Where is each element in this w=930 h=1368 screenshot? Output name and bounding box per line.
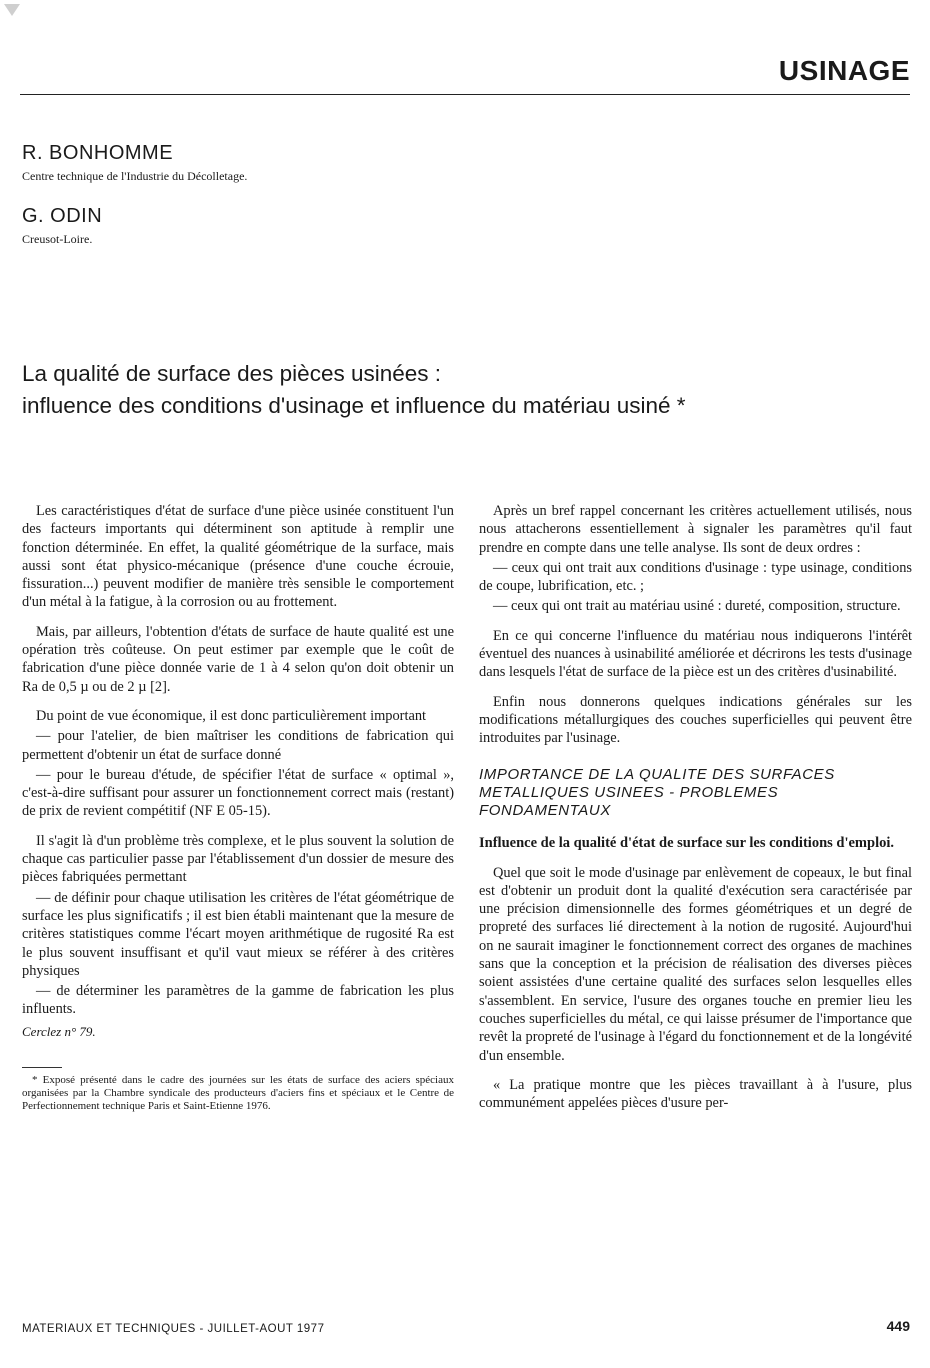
list-item: — ceux qui ont trait au matériau usiné : dureté, composition, structure. (493, 598, 901, 615)
author-affiliation: Creusot-Loire. (22, 232, 93, 246)
paragraph: En ce qui concerne l'influence du matériau nous indiquerons l'intérêt éventuel des nuances à usinabilité améliorée et décrirons les tests d'usinage dans lesquels l'état de surface de la pièce est un des critères d'usinabilité. (479, 627, 912, 681)
paragraph: « La pratique montre que les pièces travaillant à à l'usure, plus communément appelées pièces d'usure per- (479, 1076, 912, 1112)
author-block (22, 205, 102, 247)
author-name: G. ODIN (22, 205, 103, 227)
page-number: 449 (886, 1318, 910, 1334)
paragraph: Enfin nous donnerons quelques indications générales sur les modifications métallurgiques des couches superficielles qui peuvent être introduites par l'usinage. (479, 693, 912, 747)
paragraph: Les caractéristiques d'état de surface d'une pièce usinée constituent l'un des facteurs importants qui déterminent son aptitude à remplir une fonction déterminée. En effet, la qualité géométrique de la surface, mais aussi sont état physico-mécanique (présence d'une couche écrouie, fissuration...) peuvent modifier de manière très sensible le comportement d'un métal à la fatigue, à la corrosion ou au frottement. (22, 503, 454, 611)
list-item: — ceux qui ont trait aux conditions d'usinage : type usinage, conditions de coupe, lubrification, etc. ; (479, 559, 912, 595)
title-line: La qualité de surface des pièces usinées : (22, 361, 442, 386)
paragraph: Il s'agit là d'un problème très complexe, et le plus souvent la solution de chaque cas particulier passe par l'établissement d'un dossier de mesure des pièces fabriquées permettant (22, 832, 454, 886)
section-label: USINAGE (778, 55, 910, 86)
paragraph: Mais, par ailleurs, l'obtention d'états de surface de haute qualité est une opération très coûteuse. On peut estimer par exemple que le coût de fabrication d'une pièce donnée varie de 1 à 4 selon qu'on doit obtenir un Ra de 0,5 µ ou de 2 µ [2]. (22, 623, 454, 695)
article-title (22, 358, 882, 422)
list-item: — de déterminer les paramètres de la gamme de fabrication les plus influents. (22, 983, 454, 1018)
journal-footer: MATERIAUX ET TECHNIQUES - JUILLET-AOUT 1977 (22, 1323, 325, 1335)
footnote-rule (22, 1067, 62, 1068)
paragraph: Après un bref rappel concernant les critères actuellement utilisés, nous nous attacherons essentiellement à signaler les paramètres qu'il faut prendre en compte dans une telle analyse. Ils sont de deux ordres : (479, 503, 912, 556)
section-heading: IMPORTANCE DE LA QUALITE DES SURFACES METALLIQUES USINEES - PROBLEMES FONDAMENTAUX (479, 765, 835, 819)
footnote: * Exposé présenté dans le cadre des journées sur les états de surface des aciers spéciaux organisées par la Chambre syndicale des producteurs d'aciers fins et spéciaux et le Centre de Perfectionnement technique Paris et Saint-Etienne 1976. (22, 1074, 454, 1113)
subsection-heading: Influence de la qualité d'état de surface sur les conditions d'emploi. (479, 834, 895, 851)
list-item: — de définir pour chaque utilisation les critères de l'état géométrique de surface les plus significatifs ; il est bien établi maintenant que la mesure de critères statistiques comme l'écart moyen arithmétique de rugosité Ra est le plus souvent insuffisant et qu'il vaut mieux se référer à des critères physiques (22, 889, 454, 979)
title-line: influence des conditions d'usinage et influence du matériau usiné * (22, 393, 686, 418)
author-affiliation: Centre technique de l'Industrie du Décolletage. (22, 169, 248, 183)
author-block (22, 142, 247, 184)
list-item: — pour le bureau d'étude, de spécifier l'état de surface « optimal », c'est-à-dire suffisant pour assurer un fonctionnement correct mais (restant) de prix de revient compétitif (NF E 05-15). (22, 766, 454, 820)
paragraph: Du point de vue économique, il est donc particulièrement important (36, 707, 427, 724)
header-rule (20, 94, 910, 95)
author-name: R. BONHOMME (22, 142, 174, 164)
paragraph: Quel que soit le mode d'usinage par enlèvement de copeaux, le but final est d'obtenir un produit dont la qualité d'exécution sera caractérisée par une précision dimensionnelle des formes géométriques et un degré de propreté des surfaces lié directement à la notion de rugosité. Aujourd'hui on ne saurait imaginer le fonctionnement correct des organes de machines sans que la conception et la précision de réalisation des diverses pièces soient assistées d'une certaine qualité des surfaces selon lesquelles elles s'assemblent. En service, l'usure des organes touche en premier lieu les couches superficielles du métal, ce qui laisse présumer de l'importance que revêt la propreté de l'usinage à l'égard du fonctionnement et de la longévité d'un ensemble. (479, 864, 912, 1064)
right-column (479, 502, 912, 1123)
list-item: — pour l'atelier, de bien maîtriser les conditions de fabrication qui permettent d'obtenir un état de surface donné (22, 728, 454, 763)
left-column (22, 502, 454, 1113)
scan-corner-mark (4, 4, 20, 16)
reader-service-note: Cerclez n° 79. (22, 1023, 96, 1039)
